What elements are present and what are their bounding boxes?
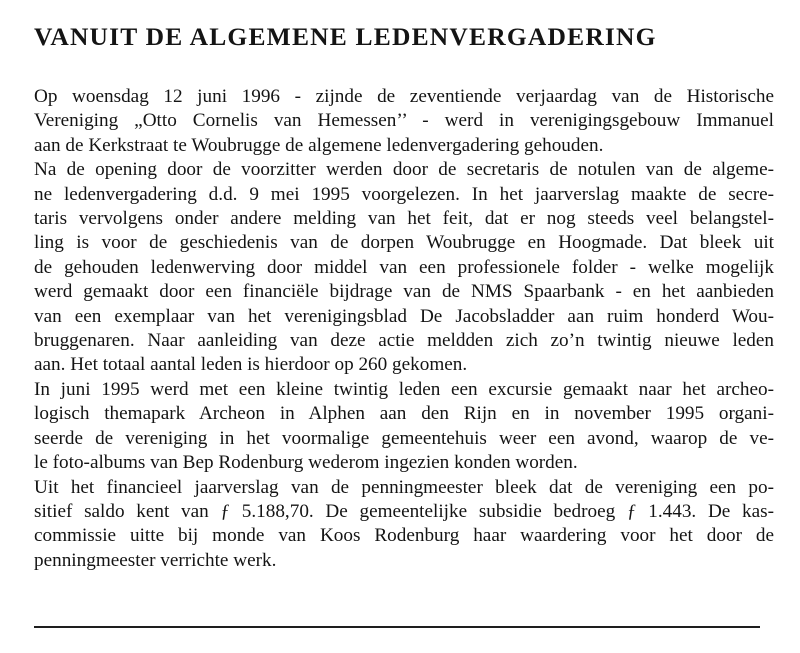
text-line: sitief saldo kent van ƒ 5.188,70. De gemeentelijke subsidie bedroeg ƒ 1.443. De kas- xyxy=(34,500,774,522)
text-line: ne ledenvergadering d.d. 9 mei 1995 voorgelezen. In het jaarverslag maakte de secre- xyxy=(34,183,774,205)
text-line: penningmeester verrichte werk. xyxy=(34,549,277,571)
text-line: Op woensdag 12 juni 1996 - zijnde de zeventiende verjaardag van de Historische xyxy=(34,86,774,107)
article-title: VANUIT DE ALGEMENE LEDENVERGADERING xyxy=(34,22,657,51)
text-line: bruggenaren. Naar aanleiding van deze actie meldden zich zo’n twintig nieuwe leden xyxy=(34,330,774,352)
text-line: seerde de vereniging in het voormalige gemeentehuis weer een avond, waarop de ve- xyxy=(34,427,774,449)
article-body xyxy=(34,85,774,573)
text-line: commissie uitte bij monde van Koos Rodenburg haar waardering voor het door de xyxy=(34,525,774,547)
text-line: logisch themapark Archeon in Alphen aan den Rijn en in november 1995 organi- xyxy=(34,403,774,425)
text-line: taris vervolgens onder andere melding van het feit, dat er nog steeds veel belangstel- xyxy=(34,208,774,230)
text-line: aan de Kerkstraat te Woubrugge de algemene ledenvergadering gehouden. xyxy=(34,134,604,156)
text-line: aan. Het totaal aantal leden is hierdoor op 260 gekomen. xyxy=(34,354,468,376)
text-line: Vereniging „Otto Cornelis van Hemessen’’ - werd in verenigingsgebouw Immanuel xyxy=(34,110,774,132)
text-line: werd gemaakt door een financiële bijdrage van de NMS Spaarbank - en het aanbieden xyxy=(34,281,774,303)
text-line: Uit het financieel jaarverslag van de penningmeester bleek dat de vereniging een po- xyxy=(34,476,774,498)
bottom-divider xyxy=(34,626,760,628)
text-line: In juni 1995 werd met een kleine twintig leden een excursie gemaakt naar het archeo- xyxy=(34,378,774,400)
text-line: le foto-albums van Bep Rodenburg wederom ingezien konden worden. xyxy=(34,452,578,474)
text-line: ling is voor de geschiedenis van de dorpen Woubrugge en Hoogmade. Dat bleek uit xyxy=(34,232,774,254)
text-line: van een exemplaar van het verenigingsblad De Jacobsladder aan ruim honderd Wou- xyxy=(34,305,774,327)
text-line: de gehouden ledenwerving door middel van een professionele folder - welke mogelijk xyxy=(34,256,774,278)
text-line: Na de opening door de voorzitter werden door de secretaris de notulen van de algeme- xyxy=(34,159,774,181)
